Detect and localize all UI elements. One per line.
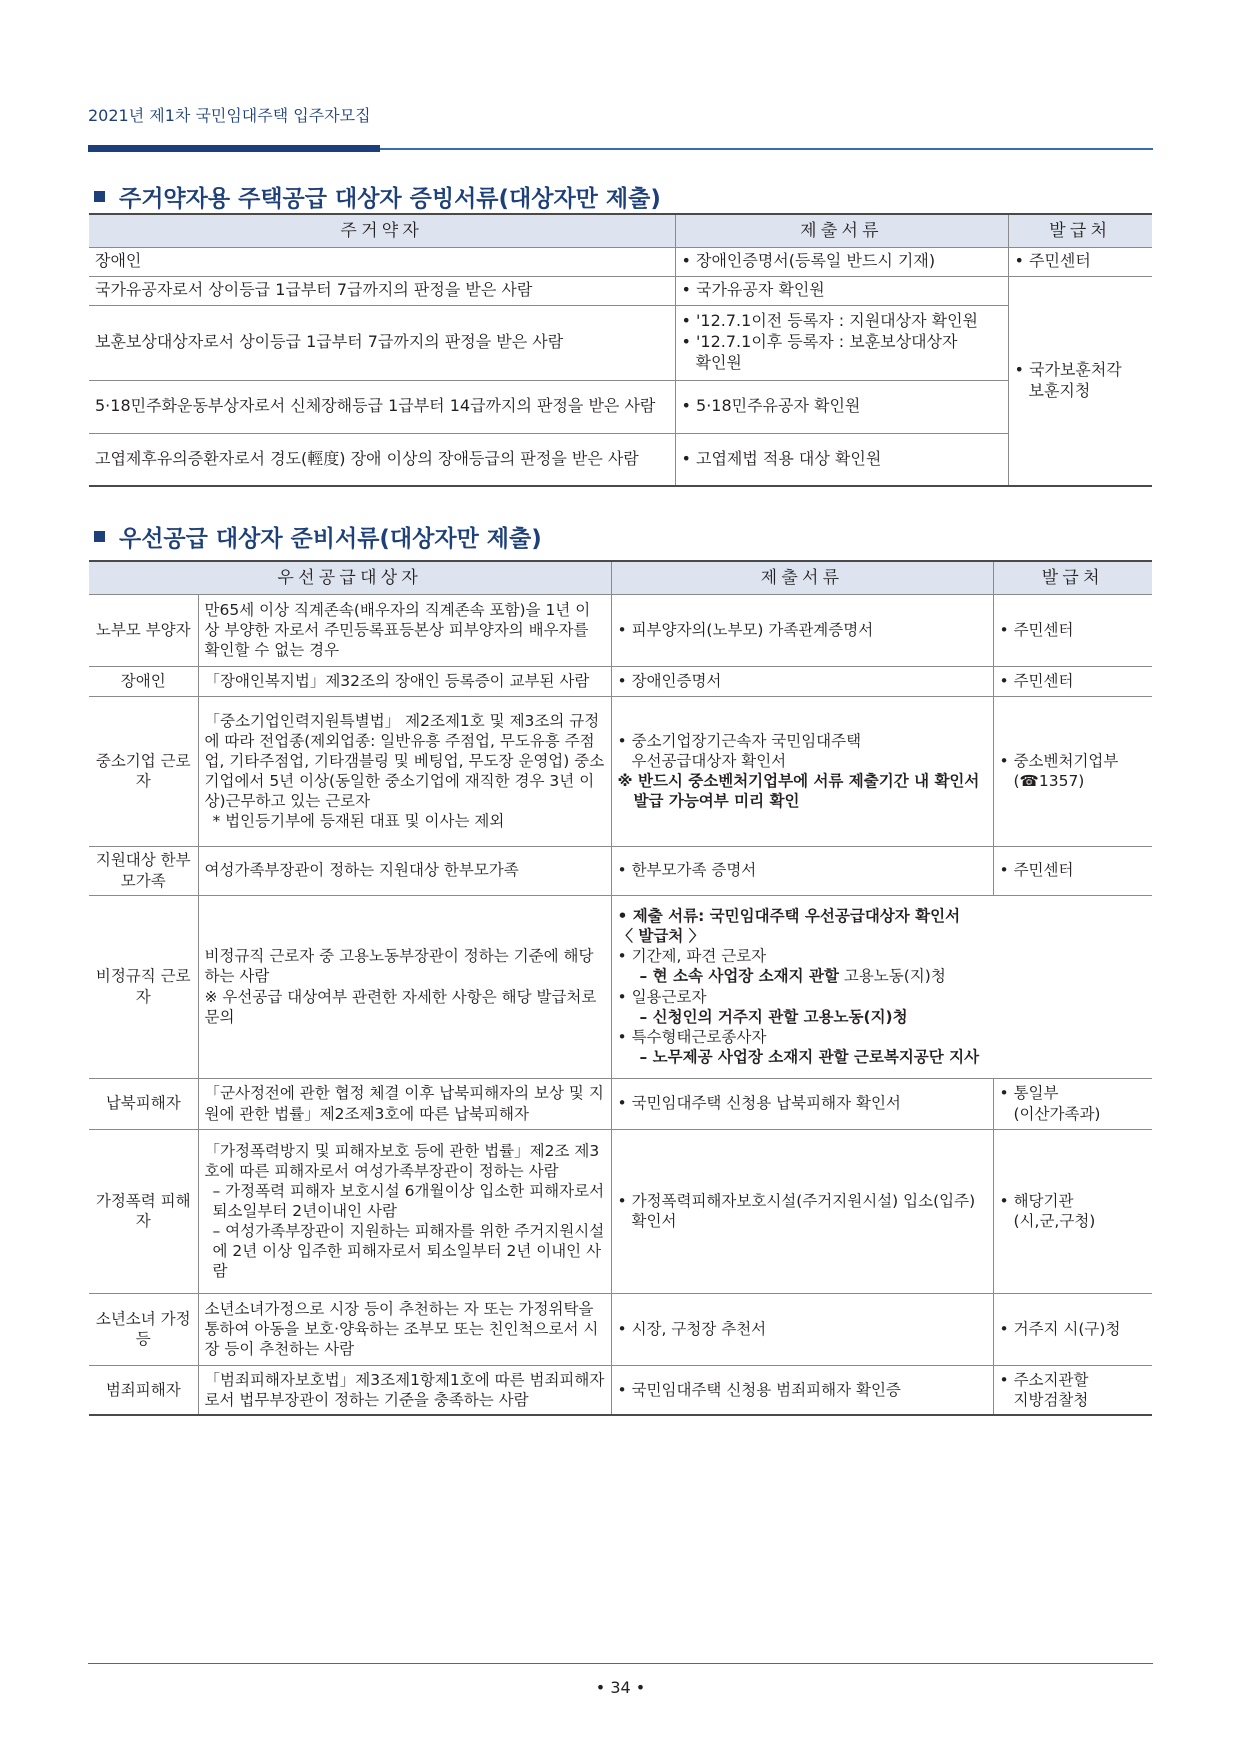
table-cell-condition — [198, 1129, 611, 1293]
table-cell-docs: • 5·18민주유공자 확인원 — [675, 380, 1008, 433]
table-cell-docs: • 장애인증명서 — [611, 666, 993, 696]
table-cell-docs: • 국가유공자 확인원 — [675, 276, 1008, 305]
table-cell-issuer: • 주민센터 — [993, 594, 1152, 666]
table-cell-docs: • 국민임대주택 신청용 납북피해자 확인서 — [611, 1078, 993, 1129]
table-cell-docs — [611, 1129, 993, 1293]
issuer-office: – 신청인의 거주지 관할 고용노동(지)청 — [639, 1007, 908, 1026]
condition-text: 비정규직 근로자 중 고용노동부장관이 정하는 기준에 해당하는 사람 — [204, 947, 594, 986]
table-cell-category: 소년소녀 가정 등 — [89, 1293, 198, 1365]
condition-item: – 여성가족부장관이 지원하는 피해자를 위한 주거지원시설에 2년 이상 입주한 피해자로서 퇴소일부터 2년 이내인 사람 — [212, 1222, 605, 1281]
footer-rule — [88, 1663, 1153, 1664]
table-cell-condition: 만65세 이상 직계존속(배우자의 직계존속 포함)을 1년 이상 부양한 자로서 주민등록표등본상 피부양자의 배우자를 확인할 수 없는 경우 — [198, 594, 611, 666]
doc-title: • 제출 서류: 국민임대주택 우선공급대상자 확인서 — [617, 906, 961, 925]
table-cell-docs: • 국민임대주택 신청용 범죄피해자 확인증 — [611, 1365, 993, 1415]
table-cell-target: 장애인 — [89, 247, 675, 276]
col-header-issuer: 발급처 — [993, 561, 1152, 594]
condition-text: 「가정폭력방지 및 피해자보호 등에 관한 법률」제2조 제3호에 따른 피해자로서 여성가족부장관이 정하는 사람 — [204, 1141, 600, 1180]
condition-text: 「중소기업인력지원특별법」 제2조제1호 및 제3조의 규정에 따라 전업종(제외업종: 일반유흥 주점업, 무도유흥 주점업, 기타주점업, 기타갬블링 및 베팅업, 무도장 운영업) 중소기업에서 5년 이상(동일한 중소기업에 재직한 경우 3년 이상)근무하고 있는 근로자 — [204, 711, 605, 811]
table-cell-issuer — [993, 1078, 1152, 1129]
table-cell-condition: 여성가족부장관이 정하는 지원대상 한부모가족 — [198, 846, 611, 895]
table-cell-docs — [611, 696, 993, 846]
section2-heading — [94, 520, 542, 553]
issuer-line: 보훈지청 — [1028, 380, 1091, 400]
housing-vulnerable-table — [89, 213, 1152, 487]
table-cell-category: 비정규직 근로자 — [89, 895, 198, 1078]
table-cell-condition: 「군사정전에 관한 협정 체결 이후 납북피해자의 보상 및 지원에 관한 법률」제2조제3호에 따른 납북피해자 — [198, 1078, 611, 1129]
condition-note: * 법인등기부에 등재된 대표 및 이사는 제외 — [212, 812, 505, 831]
issuer-line: (☎1357) — [1013, 772, 1085, 790]
table-cell-condition — [198, 895, 611, 1078]
running-header: 2021년 제1차 국민임대주택 입주자모집 — [88, 106, 371, 125]
issuer-line: (시,군,구청) — [1013, 1212, 1096, 1230]
condition-note: ※ 우선공급 대상여부 관련한 자세한 사항은 해당 발급처로 문의 — [204, 987, 597, 1026]
table-cell-docs: • 장애인증명서(등록일 반드시 기재) — [675, 247, 1008, 276]
table-cell-docs — [675, 305, 1008, 380]
col-header-docs: 제출서류 — [675, 214, 1008, 247]
table-cell-issuer: • 주민센터 — [993, 666, 1152, 696]
page-number: • 34 • — [595, 1678, 646, 1697]
doc-line: • '12.7.1이전 등록자 : 지원대상자 확인원 — [681, 311, 978, 331]
table-cell-issuer — [993, 696, 1152, 846]
table-cell-docs: • 고엽제법 적용 대상 확인원 — [675, 433, 1008, 486]
section1-heading — [94, 180, 661, 213]
doc-line: 우선공급대상자 확인서 — [631, 751, 787, 770]
table-cell-category: 노부모 부양자 — [89, 594, 198, 666]
table-cell-issuer: • 주민센터 — [1008, 247, 1152, 276]
table-cell-category: 중소기업 근로자 — [89, 696, 198, 846]
square-bullet-icon — [94, 531, 105, 542]
table-cell-category: 가정폭력 피해자 — [89, 1129, 198, 1293]
issuer-line: • 통일부 — [999, 1084, 1059, 1103]
worker-type: • 기간제, 파견 근로자 — [617, 947, 767, 966]
issuer-heading: 〈 발급처 〉 — [617, 927, 705, 946]
condition-item: – 가정폭력 피해자 보호시설 6개월이상 입소한 피해자로서 퇴소일부터 2년이내인 사람 — [212, 1181, 605, 1220]
issuer-line: 지방검찰청 — [1013, 1390, 1089, 1409]
issuer-line: • 주소지관할 — [999, 1370, 1089, 1389]
issuer-line: • 중소벤처기업부 — [999, 751, 1119, 770]
table-cell-target: 국가유공자로서 상이등급 1급부터 7급까지의 판정을 받은 사람 — [89, 276, 675, 305]
doc-line: • 중소기업장기근속자 국민임대주택 — [617, 731, 862, 750]
col-header-target: 주거약자 — [89, 214, 675, 247]
issuer-office-rest: 고용노동(지)청 — [838, 967, 946, 986]
worker-type: • 특수형태근로종사자 — [617, 1027, 767, 1046]
table-cell-target: 고엽제후유의증환자로서 경도(輕度) 장애 이상의 장애등급의 판정을 받은 사람 — [89, 433, 675, 486]
doc-line: 확인원 — [695, 352, 742, 372]
table-cell-category: 범죄피해자 — [89, 1365, 198, 1415]
table-cell-condition: 소년소녀가정으로 시장 등이 추천하는 자 또는 가정위탁을 통하여 아동을 보호·양육하는 조부모 또는 친인척으로서 시장 등이 추천하는 사람 — [198, 1293, 611, 1365]
issuer-line: • 국가보훈처각 — [1014, 359, 1122, 379]
col-header-docs: 제출서류 — [611, 561, 993, 594]
section1-title: 주거약자용 주택공급 대상자 증빙서류(대상자만 제출) — [119, 186, 661, 212]
worker-type: • 일용근로자 — [617, 987, 707, 1006]
table-cell-docs: • 시장, 구청장 추천서 — [611, 1293, 993, 1365]
table-cell-target: 5·18민주화운동부상자로서 신체장해등급 1급부터 14급까지의 판정을 받은 사람 — [89, 380, 675, 433]
table-cell-target: 보훈보상대상자로서 상이등급 1급부터 7급까지의 판정을 받은 사람 — [89, 305, 675, 380]
table-cell-condition: 「장애인복지법」제32조의 장애인 등록증이 교부된 사람 — [198, 666, 611, 696]
notice-line: ※ 반드시 중소벤처기업부에 서류 제출기간 내 확인서 — [617, 772, 980, 790]
table-cell-docs: • 피부양자의(노부모) 가족관계증명서 — [611, 594, 993, 666]
table-cell-issuer: • 거주지 시(구)청 — [993, 1293, 1152, 1365]
col-header-target: 우선공급대상자 — [89, 561, 611, 594]
table-cell-condition: 「범죄피해자보호법」제3조제1항제1호에 따른 범죄피해자로서 법무부장관이 정하는 기준을 충족하는 사람 — [198, 1365, 611, 1415]
doc-line: • 가정폭력피해자보호시설(주거지원시설) 입소(입주) — [617, 1191, 976, 1210]
issuer-line: (이산가족과) — [1013, 1104, 1101, 1123]
notice-line: 발급 가능여부 미리 확인 — [633, 792, 800, 811]
header-accent-bar — [88, 145, 380, 152]
doc-line: 확인서 — [631, 1212, 677, 1230]
table-cell-category: 지원대상 한부모가족 — [89, 846, 198, 895]
table-cell-issuer — [993, 1365, 1152, 1415]
table-cell-category: 납북피해자 — [89, 1078, 198, 1129]
col-header-issuer: 발급처 — [1008, 214, 1152, 247]
issuer-office: – 현 소속 사업장 소재지 관할 — [639, 967, 839, 986]
issuer-office: – 노무제공 사업장 소재지 관할 근로복지공단 지사 — [639, 1047, 980, 1066]
section2-title: 우선공급 대상자 준비서류(대상자만 제출) — [119, 526, 542, 552]
square-bullet-icon — [94, 191, 105, 202]
issuer-line: • 해당기관 — [999, 1191, 1074, 1210]
doc-line: • '12.7.1이후 등록자 : 보훈보상대상자 — [681, 332, 958, 352]
table-cell-docs: • 한부모가족 증명서 — [611, 846, 993, 895]
table-cell-issuer — [993, 1129, 1152, 1293]
table-cell-issuer-merged — [1008, 276, 1152, 486]
priority-supply-table — [89, 560, 1152, 1416]
table-cell-category: 장애인 — [89, 666, 198, 696]
table-cell-issuer: • 주민센터 — [993, 846, 1152, 895]
table-cell-condition — [198, 696, 611, 846]
table-cell-docs-issuer — [611, 895, 1152, 1078]
